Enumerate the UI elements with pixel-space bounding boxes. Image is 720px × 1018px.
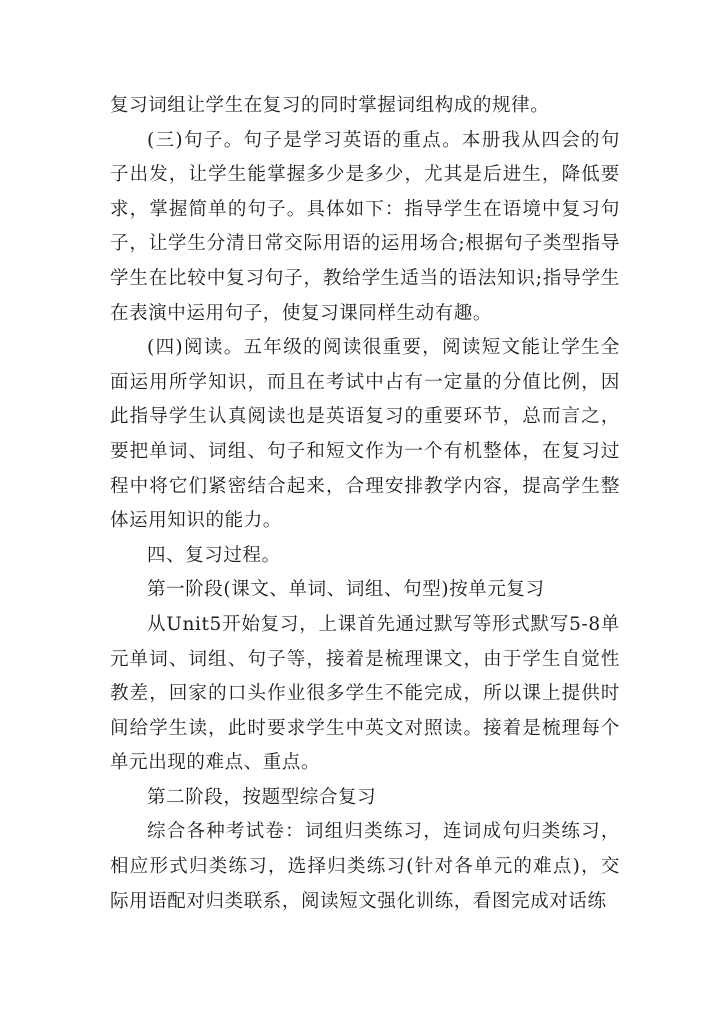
- paragraph-stage-one: 从Unit5开始复习，上课首先通过默写等形式默写5-8单元单词、词组、句子等，接着是梳理课文，由于学生自觉性教差，回家的口头作业很多学生不能完成，所以课上提供时间给学生读，此时要求学生中英文对照读。接着是梳理每个单元出现的难点、重点。: [110, 613, 620, 774]
- paragraph-reading: (四)阅读。五年级的阅读很重要，阅读短文能让学生全面运用所学知识，而且在考试中占有一定量的分值比例，因此指导学生认真阅读也是英语复习的重要环节，总而言之，要把单词、词组、句子和短文作为一个有机整体，在复习过程中将它们紧密结合起来，合理安排教学内容，提高学生整体运用知识的能力。: [110, 337, 620, 532]
- stage-one-heading: 第一阶段(课文、单词、词组、句型)按单元复习: [147, 579, 545, 601]
- paragraph-sentences: (三)句子。句子是学习英语的重点。本册我从四会的句子出发，让学生能掌握多少是多少，尤其是后进生，降低要求，掌握简单的句子。具体如下：指导学生在语境中复习句子，让学生分清日常交际用语的运用场合;根据句子类型指导学生在比较中复习句子，教给学生适当的语法知识;指导学生在表演中运用句子，使复习课同样生动有趣。: [110, 129, 620, 324]
- document-body: [110, 89, 620, 919]
- stage-two-heading: 第二阶段，按题型综合复习: [147, 786, 377, 808]
- paragraph-stage-two: 综合各种考试卷：词组归类练习，连词成句归类练习，相应形式归类练习，选择归类练习(针对各单元的难点)，交际用语配对归类联系，阅读短文强化训练，看图完成对话练: [110, 821, 620, 912]
- section-heading-review-process: 四、复习过程。: [147, 544, 281, 566]
- paragraph-continuation: 复习词组让学生在复习的同时掌握词组构成的规律。: [110, 95, 550, 116]
